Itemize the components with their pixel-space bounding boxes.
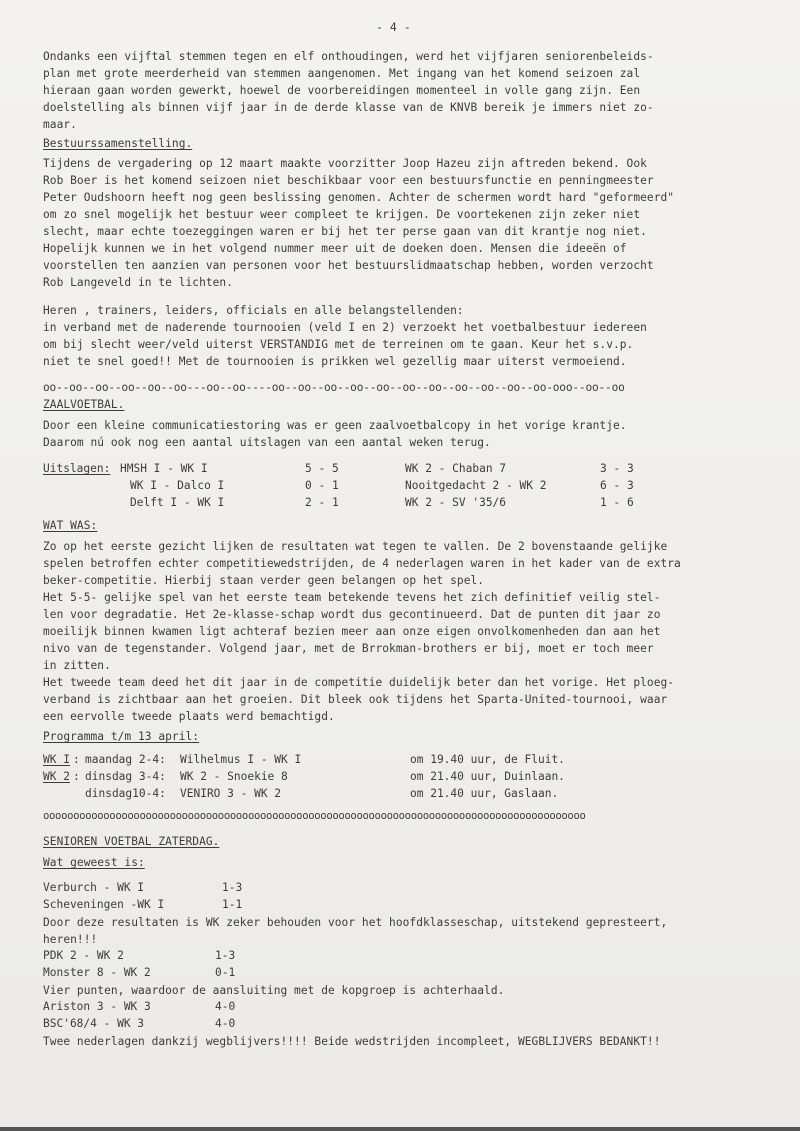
divider: oo--oo--oo--oo--oo--oo---oo--oo----oo--oo--oo--oo--oo--oo--oo--oo--oo--oo--oo-ooo--oo--oo: [43, 381, 625, 394]
result-match: Monster 8 - WK 2: [43, 966, 151, 979]
fixture-match: WK 2 - Snoekie 8: [180, 770, 288, 783]
fixture-day: maandag 2-4:: [85, 753, 166, 766]
text-line: moeilijk binnen kwamen ligt achteraf bezien meer aan onze eigen onvolkomenheden dan aan het: [43, 625, 661, 638]
result-match: PDK 2 - WK 2: [43, 949, 124, 962]
result-match: Scheveningen -WK I: [43, 898, 165, 911]
fixture-time: om 19.40 uur, de Fluit.: [410, 753, 565, 766]
result-score: 6 - 3: [600, 479, 634, 492]
fixture-time: om 21.40 uur, Duinlaan.: [410, 770, 565, 783]
text-line: Het 5-5- gelijke spel van het eerste team betekende tevens het zich definitief veilig stel-: [43, 591, 661, 604]
text-line: voorstellen ten aanzien van personen voor het bestuurslidmaatschap hebben, worden verzocht: [43, 259, 654, 272]
text-line: om zo snel mogelijk het bestuur weer compleet te krijgen. De voortekenen zijn zeker niet: [43, 208, 641, 221]
fixture-sep: :: [73, 770, 80, 783]
result-score: 4-0: [215, 1000, 236, 1013]
text-line: Het tweede team deed het dit jaar in de competitie duidelijk beter dan het vorige. Het ploeg-: [43, 676, 675, 689]
text-line: len voor degradatie. Het 2e-klasse-schap wordt dus gecontinueerd. Dat de punten dit jaar zo: [43, 608, 661, 621]
text-line: om bij slecht weer/veld uiterst VERSTANDIG met de terreinen om te gaan. Keur het s.v.p.: [43, 338, 634, 351]
result-score: 0-1: [215, 966, 236, 979]
text-line: beker-competitie. Hierbij staan verder geen belangen op het spel.: [43, 574, 485, 587]
result-score: 1-3: [215, 949, 236, 962]
text-line: verband is zichtbaar aan het groeien. Dit bleek ook tijdens het Sparta-United-tournooi, waar: [43, 693, 668, 706]
text-line: Rob Langeveld in te lichten.: [43, 276, 233, 289]
result-match: Ariston 3 - WK 3: [43, 1000, 151, 1013]
text-line: Peter Oudshoorn heeft nog geen beslissing genomen. Achter de schermen wordt hard "geformeerd": [43, 191, 675, 204]
section-heading: Programma t/m 13 april:: [43, 730, 200, 743]
comment-line: heren!!!: [43, 933, 98, 946]
text-line: Tijdens de vergadering op 12 maart maakte voorzitter Joop Hazeu zijn aftreden bekend. Ook: [43, 157, 647, 170]
result-score: 5 - 5: [305, 462, 339, 475]
section-heading: WAT WAS:: [43, 519, 98, 532]
text-line: Daarom nú ook nog een aantal uitslagen van een aantal weken terug.: [43, 436, 491, 449]
text-line: Heren , trainers, leiders, officials en alle belangstellenden:: [43, 304, 464, 317]
text-line: niet te snel goed!! Met de tournooien is prikken wel gezellig maar uiterst vermoeiend.: [43, 355, 627, 368]
text-line: plan met grote meerderheid van stemmen aangenomen. Met ingang van het komend seizoen zal: [43, 67, 641, 80]
result-match: Delft I - WK I: [130, 496, 225, 509]
comment-line: Door deze resultaten is WK zeker behouden voor het hoofdklasseschap, uitstekend gepresteert,: [43, 916, 668, 929]
text-line: in verband met de naderende tournooien (veld I en 2) verzoekt het voetbalbestuur iedereen: [43, 321, 647, 334]
text-line: Door een kleine communicatiestoring was er geen zaalvoetbalcopy in het vorige krantje.: [43, 419, 627, 432]
fixture-day: dinsdag10-4:: [85, 787, 166, 800]
fixture-sep: :: [73, 753, 80, 766]
text-line: Rob Boer is het komend seizoen niet beschikbaar voor een bestuursfunctie en penningmeester: [43, 174, 654, 187]
text-line: slecht, maar echte toezeggingen waren er bij het ter perse gaan van dit krantje nog niet.: [43, 225, 647, 238]
comment-line: Vier punten, waardoor de aansluiting met de kopgroep is achterhaald.: [43, 984, 505, 997]
page-bottom-edge: [0, 1127, 800, 1131]
fixture-day: dinsdag 3-4:: [85, 770, 166, 783]
result-match: Verburch - WK I: [43, 881, 145, 894]
text-line: een eervolle tweede plaats werd bemachtigd.: [43, 710, 335, 723]
fixture-team: WK I: [43, 753, 70, 766]
text-line: in zitten.: [43, 659, 111, 672]
result-score: 1 - 6: [600, 496, 634, 509]
text-line: Hopelijk kunnen we in het volgend nummer meer uit de doeken doen. Mensen die ideeën of: [43, 242, 627, 255]
section-heading: SENIOREN VOETBAL ZATERDAG.: [43, 835, 220, 848]
results-label: Uitslagen:: [43, 462, 111, 475]
section-heading: Bestuurssamenstelling.: [43, 137, 193, 150]
divider: oooooooooooooooooooooooooooooooooooooooooooooooooooooooooooooooooooooooooooooooooooooooooo: [43, 810, 586, 822]
fixture-time: om 21.40 uur, Gaslaan.: [410, 787, 559, 800]
comment-line: Twee nederlagen dankzij wegblijvers!!!! Beide wedstrijden incompleet, WEGBLIJVERS BEDANKT!!: [43, 1035, 661, 1048]
text-line: Ondanks een vijftal stemmen tegen en elf onthoudingen, werd het vijfjaren seniorenbeleids-: [43, 50, 654, 63]
text-line: hieraan gaan worden gewerkt, hoewel de voorbereidingen momenteel in volle gang zijn. Een: [43, 84, 641, 97]
result-score: 1-1: [222, 898, 243, 911]
result-match: WK 2 - Chaban 7: [405, 462, 507, 475]
result-score: 0 - 1: [305, 479, 339, 492]
section-subheading: Wat geweest is:: [43, 856, 145, 869]
section-heading: ZAALVOETBAL.: [43, 398, 125, 411]
text-line: maar.: [43, 118, 77, 131]
result-score: 4-0: [215, 1017, 236, 1030]
page-number: - 4 -: [376, 20, 411, 34]
result-match: BSC'68/4 - WK 3: [43, 1017, 145, 1030]
text-line: doelstelling als binnen vijf jaar in de derde klasse van de KNVB bereik je immers niet zo-: [43, 101, 654, 114]
result-match: WK 2 - SV '35/6: [405, 496, 507, 509]
fixture-match: VENIRO 3 - WK 2: [180, 787, 282, 800]
result-match: WK I - Dalco I: [130, 479, 225, 492]
fixture-match: Wilhelmus I - WK I: [180, 753, 302, 766]
fixture-team: WK 2: [43, 770, 70, 783]
text-line: Zo op het eerste gezicht lijken de resultaten wat tegen te vallen. De 2 bovenstaande gelijke: [43, 540, 668, 553]
result-score: 1-3: [222, 881, 243, 894]
result-score: 3 - 3: [600, 462, 634, 475]
result-match: Nooitgedacht 2 - WK 2: [405, 479, 547, 492]
result-score: 2 - 1: [305, 496, 339, 509]
result-match: HMSH I - WK I: [120, 462, 208, 475]
text-line: nivo van de tegenstander. Volgend jaar, met de Brrokman-brothers er bij, moet er toch meer: [43, 642, 654, 655]
text-line: spelen betroffen echter competitiewedstrijden, de 4 nederlagen waren in het kader van de extra: [43, 557, 681, 570]
